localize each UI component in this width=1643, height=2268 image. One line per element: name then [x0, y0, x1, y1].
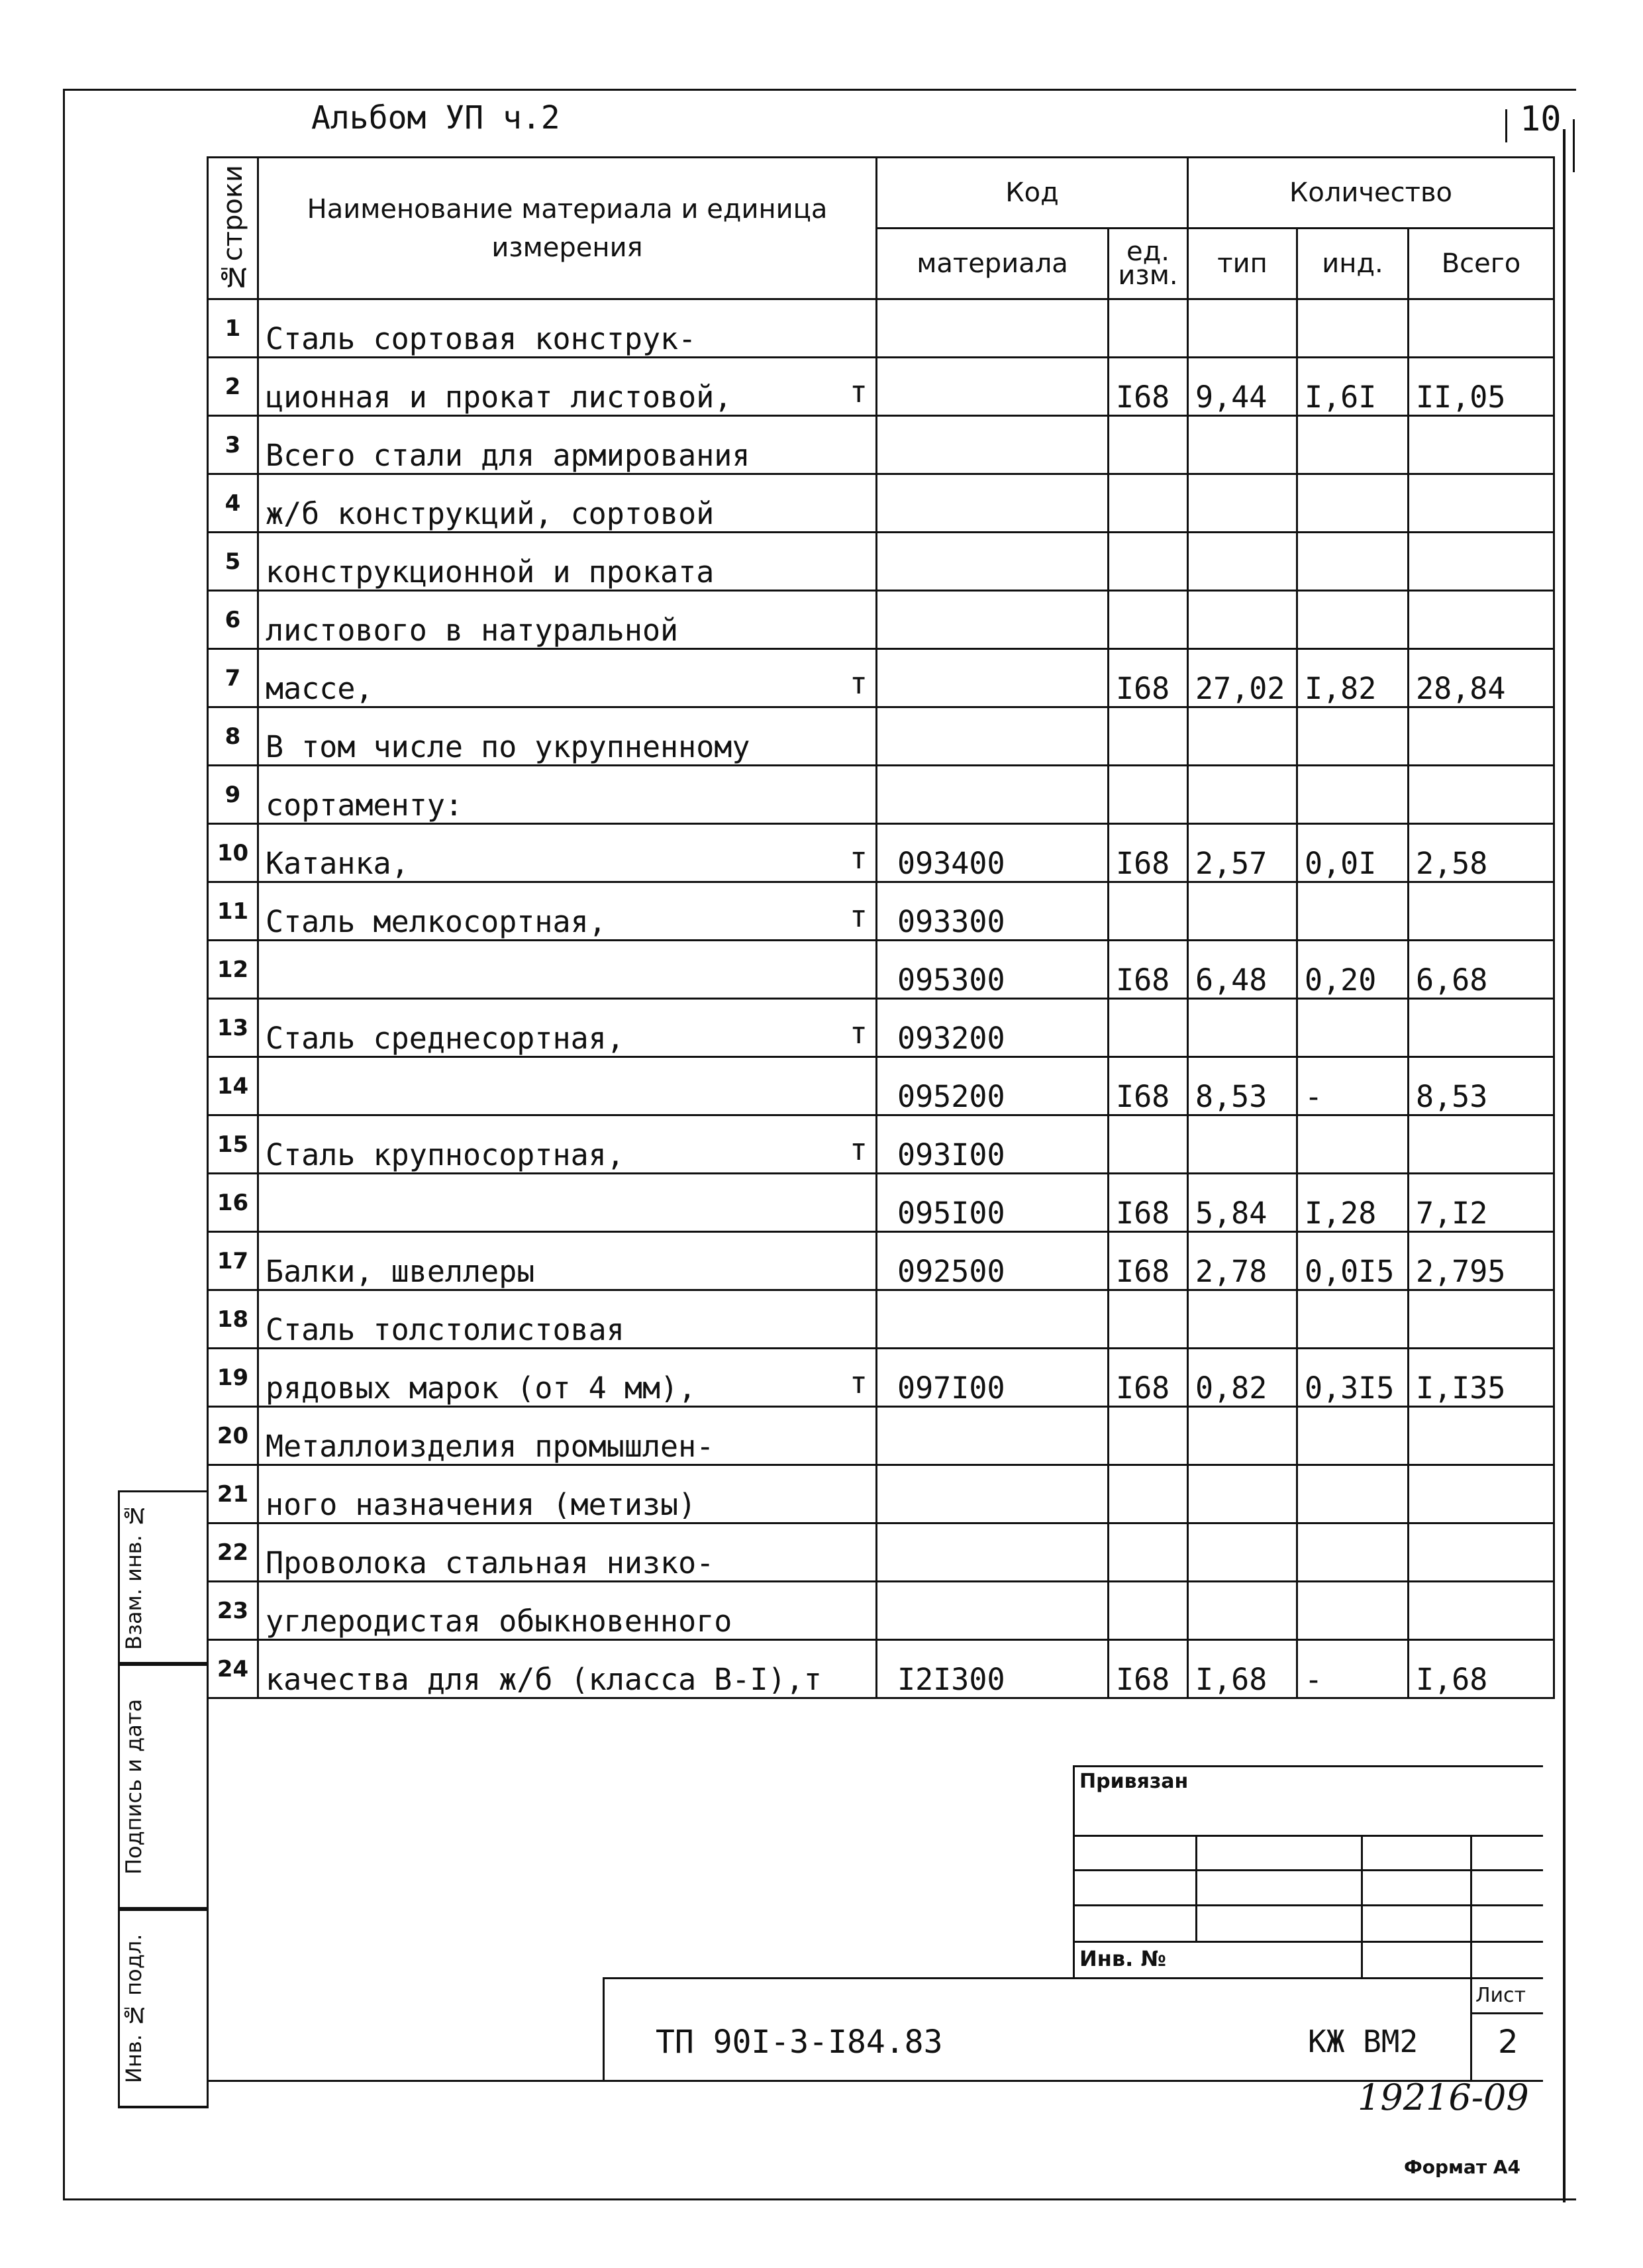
row-name [258, 824, 877, 882]
frame-right-edge [1563, 129, 1566, 2202]
row-material-code [877, 533, 1109, 591]
row-unit-code: I68 [1109, 824, 1188, 882]
row-qty-ind: 0,0I [1297, 824, 1409, 882]
row-material-code [877, 649, 1109, 707]
page-number-divider [1505, 109, 1507, 142]
stamp-privyazan: Привязан [1079, 1770, 1189, 1793]
header-code: Код [877, 158, 1188, 229]
header-code-material: материала [877, 229, 1109, 299]
row-name-text: Сталь среднесортная, [266, 1021, 624, 1056]
row-qty-ind: 0,0I5 [1297, 1232, 1409, 1290]
row-unit-code [1109, 882, 1188, 941]
table-row [208, 1582, 1554, 1640]
row-qty-type: 0,82 [1188, 1349, 1297, 1407]
row-material-code: 093400 [877, 824, 1109, 882]
row-unit-code [1109, 533, 1188, 591]
row-unit: т [849, 374, 868, 409]
row-qty-type [1188, 882, 1297, 941]
row-name [258, 766, 877, 824]
table-row [208, 1115, 1554, 1174]
row-unit-code [1109, 1407, 1188, 1465]
row-number: 4 [208, 474, 258, 533]
row-unit-code [1109, 591, 1188, 649]
row-qty-type [1188, 766, 1297, 824]
row-name-text: Металлоизделия промышлен- [266, 1429, 715, 1464]
row-unit-code [1109, 999, 1188, 1057]
row-number: 11 [208, 882, 258, 941]
row-qty-type [1188, 1523, 1297, 1582]
table-row [208, 474, 1554, 533]
row-name [258, 1523, 877, 1582]
stamp-left-line [1073, 1765, 1075, 1979]
row-qty-total: 7,I2 [1409, 1174, 1554, 1232]
row-qty-type [1188, 707, 1297, 766]
row-number: 12 [208, 941, 258, 999]
material-table [207, 156, 1555, 1699]
row-number: 2 [208, 358, 258, 416]
header-name: Наименование материала и единица измерения [258, 158, 877, 299]
stamp-inv-no: Инв. № [1079, 1946, 1166, 1971]
row-qty-type: 2,78 [1188, 1232, 1297, 1290]
row-name [258, 1174, 877, 1232]
row-material-code [877, 1290, 1109, 1349]
row-number: 1 [208, 299, 258, 358]
table-row [208, 1290, 1554, 1349]
row-qty-type [1188, 1582, 1297, 1640]
row-name-text: Сталь крупносортная, [266, 1137, 624, 1172]
row-name-text: массе, [266, 671, 373, 706]
row-qty-total [1409, 707, 1554, 766]
table-row [208, 1407, 1554, 1465]
row-material-code: 093200 [877, 999, 1109, 1057]
row-qty-type [1188, 999, 1297, 1057]
table-row [208, 1523, 1554, 1582]
row-name-text: ного назначения (метизы) [266, 1487, 697, 1522]
row-unit-code: I68 [1109, 1057, 1188, 1115]
row-qty-total [1409, 299, 1554, 358]
row-name [258, 1465, 877, 1523]
stamp-vline-1 [1195, 1835, 1197, 1942]
row-number: 7 [208, 649, 258, 707]
row-name [258, 707, 877, 766]
stamp-bottom-line [207, 2080, 1543, 2082]
row-unit-code: I68 [1109, 358, 1188, 416]
row-material-code: 093300 [877, 882, 1109, 941]
row-qty-type [1188, 416, 1297, 474]
row-material-code: I2I300 [877, 1640, 1109, 1698]
row-name-text: Проволока стальная низко- [266, 1545, 715, 1580]
row-qty-total [1409, 591, 1554, 649]
row-unit-code [1109, 1115, 1188, 1174]
row-qty-ind [1297, 707, 1409, 766]
row-qty-type [1188, 1290, 1297, 1349]
row-name-text: углеродистая обыкновенного [266, 1604, 732, 1639]
row-unit-code [1109, 1523, 1188, 1582]
row-name [258, 1582, 877, 1640]
row-unit-code: I68 [1109, 1349, 1188, 1407]
row-name [258, 358, 877, 416]
table-row [208, 766, 1554, 824]
row-name-text: конструкционной и проката [266, 554, 715, 590]
header-quantity: Количество [1188, 158, 1554, 229]
row-qty-ind [1297, 533, 1409, 591]
table-row [208, 882, 1554, 941]
row-unit: т [849, 1365, 868, 1400]
row-qty-ind: I,28 [1297, 1174, 1409, 1232]
row-qty-ind: I,6I [1297, 358, 1409, 416]
row-name [258, 533, 877, 591]
row-number: 18 [208, 1290, 258, 1349]
row-material-code: 092500 [877, 1232, 1109, 1290]
stamp-line-1 [1073, 1835, 1543, 1837]
row-material-code: 093I00 [877, 1115, 1109, 1174]
row-qty-type: 9,44 [1188, 358, 1297, 416]
row-number: 22 [208, 1523, 258, 1582]
row-qty-ind [1297, 766, 1409, 824]
stamp-top-line [1073, 1765, 1543, 1767]
row-unit: т [849, 1132, 868, 1167]
row-qty-type [1188, 1465, 1297, 1523]
row-qty-type: 2,57 [1188, 824, 1297, 882]
stamp-sheet-line [1470, 2012, 1543, 2014]
row-unit-code: I68 [1109, 649, 1188, 707]
row-number: 21 [208, 1465, 258, 1523]
row-name [258, 1290, 877, 1349]
row-qty-ind [1297, 1407, 1409, 1465]
row-material-code [877, 299, 1109, 358]
row-unit-code [1109, 299, 1188, 358]
row-name-text: ж/б конструкций, сортовой [266, 496, 715, 531]
side-label-inv-podl: Инв. № подл. [121, 1933, 146, 2084]
side-label-vzam: Взам. инв. № [121, 1503, 146, 1650]
row-material-code: 095200 [877, 1057, 1109, 1115]
row-qty-total [1409, 1523, 1554, 1582]
row-name [258, 1640, 877, 1698]
row-material-code [877, 1582, 1109, 1640]
table-row [208, 358, 1554, 416]
header-qty-total: Всего [1409, 229, 1554, 299]
table-row [208, 1640, 1554, 1698]
row-name [258, 941, 877, 999]
table-row [208, 416, 1554, 474]
table-row [208, 1465, 1554, 1523]
row-name [258, 416, 877, 474]
row-name-text: В том числе по укрупненному [266, 729, 750, 764]
row-number: 24 [208, 1640, 258, 1698]
row-unit: т [849, 899, 868, 934]
row-number: 10 [208, 824, 258, 882]
table-row [208, 1349, 1554, 1407]
row-qty-total: 28,84 [1409, 649, 1554, 707]
row-qty-total: II,05 [1409, 358, 1554, 416]
row-number: 16 [208, 1174, 258, 1232]
row-qty-type: 27,02 [1188, 649, 1297, 707]
row-qty-ind [1297, 999, 1409, 1057]
row-unit-code [1109, 1465, 1188, 1523]
row-qty-total [1409, 1407, 1554, 1465]
row-qty-ind [1297, 1115, 1409, 1174]
row-name [258, 1115, 877, 1174]
row-qty-ind [1297, 1523, 1409, 1582]
row-qty-ind: - [1297, 1640, 1409, 1698]
row-material-code [877, 416, 1109, 474]
table-row [208, 591, 1554, 649]
header-qty-ind: инд. [1297, 229, 1409, 299]
row-unit-code: I68 [1109, 941, 1188, 999]
row-qty-total [1409, 1115, 1554, 1174]
row-material-code [877, 766, 1109, 824]
row-unit-code [1109, 1582, 1188, 1640]
row-unit-code [1109, 766, 1188, 824]
row-qty-type [1188, 591, 1297, 649]
row-qty-total: I,68 [1409, 1640, 1554, 1698]
row-qty-ind [1297, 299, 1409, 358]
row-number: 13 [208, 999, 258, 1057]
row-name-text: ционная и прокат листовой, [266, 380, 732, 415]
row-qty-total: I,I35 [1409, 1349, 1554, 1407]
row-name [258, 999, 877, 1057]
row-number: 23 [208, 1582, 258, 1640]
row-number: 5 [208, 533, 258, 591]
row-name [258, 649, 877, 707]
side-inner-line [207, 1664, 209, 2108]
row-material-code: 095300 [877, 941, 1109, 999]
table-row [208, 299, 1554, 358]
format-label: Формат А4 [1404, 2156, 1520, 2178]
row-qty-ind [1297, 474, 1409, 533]
side-bottom-line [118, 2106, 209, 2108]
stamp-main-top [603, 1977, 1543, 1979]
row-unit-code [1109, 1290, 1188, 1349]
row-name [258, 1349, 877, 1407]
stamp-mark: КЖ ВМ2 [1308, 2024, 1419, 2059]
row-qty-type [1188, 474, 1297, 533]
row-number: 3 [208, 416, 258, 474]
row-qty-total [1409, 1465, 1554, 1523]
row-number: 8 [208, 707, 258, 766]
row-qty-total: 2,795 [1409, 1232, 1554, 1290]
table-row [208, 1057, 1554, 1115]
row-unit: т [849, 841, 868, 876]
row-qty-ind: I,82 [1297, 649, 1409, 707]
table-row [208, 1174, 1554, 1232]
row-number: 19 [208, 1349, 258, 1407]
stamp-vline-3 [1470, 1835, 1472, 2080]
row-material-code [877, 1407, 1109, 1465]
row-qty-type [1188, 1115, 1297, 1174]
table-row [208, 999, 1554, 1057]
row-qty-ind [1297, 416, 1409, 474]
row-number: 15 [208, 1115, 258, 1174]
row-unit-code: I68 [1109, 1174, 1188, 1232]
row-number: 6 [208, 591, 258, 649]
row-qty-type: I,68 [1188, 1640, 1297, 1698]
table-row [208, 1232, 1554, 1290]
header-qty-type: тип [1188, 229, 1297, 299]
row-name-text: Всего стали для армирования [266, 438, 750, 473]
row-qty-type: 8,53 [1188, 1057, 1297, 1115]
row-qty-total: 8,53 [1409, 1057, 1554, 1115]
row-qty-total: 6,68 [1409, 941, 1554, 999]
stamp-line-2 [1073, 1869, 1543, 1871]
row-material-code [877, 1523, 1109, 1582]
table-row [208, 533, 1554, 591]
row-material-code [877, 358, 1109, 416]
frame-corner-mark [1573, 119, 1575, 172]
stamp-line-3 [1073, 1904, 1543, 1906]
side-label-podpis: Подпись и дата [121, 1698, 146, 1875]
stamp-sheet-label: Лист [1475, 1984, 1526, 2007]
row-qty-type [1188, 299, 1297, 358]
row-name-text: Сталь толстолистовая [266, 1312, 624, 1347]
row-name-text: рядовых марок (от 4 мм), [266, 1370, 697, 1406]
row-name [258, 882, 877, 941]
row-material-code [877, 474, 1109, 533]
row-qty-total [1409, 1290, 1554, 1349]
row-qty-ind: 0,20 [1297, 941, 1409, 999]
row-qty-ind [1297, 1582, 1409, 1640]
row-qty-ind [1297, 1465, 1409, 1523]
row-material-code: 095I00 [877, 1174, 1109, 1232]
row-qty-total [1409, 533, 1554, 591]
row-qty-ind [1297, 882, 1409, 941]
stamp-vline-2 [1361, 1835, 1363, 1977]
row-name-text: сортаменту: [266, 788, 464, 823]
handwritten-number: 19216-09 [1358, 2077, 1529, 2118]
row-unit-code: I68 [1109, 1640, 1188, 1698]
album-title: Альбом УП ч.2 [311, 99, 560, 136]
row-name-text: качества для ж/б (класса В-I),т [266, 1662, 822, 1697]
row-material-code: 097I00 [877, 1349, 1109, 1407]
row-qty-total [1409, 999, 1554, 1057]
row-name-text: Катанка, [266, 846, 409, 881]
stamp-sheet-number: 2 [1498, 2024, 1519, 2061]
row-number: 17 [208, 1232, 258, 1290]
row-unit: т [849, 1015, 868, 1051]
row-number: 14 [208, 1057, 258, 1115]
row-name [258, 1232, 877, 1290]
row-qty-ind [1297, 1290, 1409, 1349]
table-row [208, 649, 1554, 707]
row-unit-code: I68 [1109, 1232, 1188, 1290]
row-number: 20 [208, 1407, 258, 1465]
row-qty-total [1409, 1582, 1554, 1640]
row-name-text: листового в натуральной [266, 613, 679, 648]
row-name-text: Сталь мелкосортная, [266, 904, 607, 939]
row-name-text: Сталь сортовая конструк- [266, 321, 697, 356]
row-qty-ind [1297, 591, 1409, 649]
stamp-doc-code: ТП 90I-3-I84.83 [656, 2024, 943, 2061]
row-qty-total [1409, 882, 1554, 941]
row-unit-code [1109, 707, 1188, 766]
row-name [258, 591, 877, 649]
row-number: 9 [208, 766, 258, 824]
row-qty-type [1188, 1407, 1297, 1465]
row-unit-code [1109, 416, 1188, 474]
row-qty-total [1409, 474, 1554, 533]
page-number: 10 [1520, 99, 1562, 139]
row-material-code [877, 591, 1109, 649]
table-row [208, 707, 1554, 766]
stamp-main-left [603, 1977, 605, 2081]
row-name-text: Балки, швеллеры [266, 1254, 535, 1289]
table-row [208, 824, 1554, 882]
row-name [258, 474, 877, 533]
row-name [258, 1407, 877, 1465]
row-qty-total [1409, 766, 1554, 824]
header-unit: ед. изм. [1109, 229, 1188, 299]
row-qty-type: 5,84 [1188, 1174, 1297, 1232]
row-qty-ind: 0,3I5 [1297, 1349, 1409, 1407]
row-qty-total [1409, 416, 1554, 474]
row-name [258, 1057, 877, 1115]
stamp-line-4 [1073, 1941, 1543, 1943]
row-name [258, 299, 877, 358]
row-qty-type: 6,48 [1188, 941, 1297, 999]
row-unit: т [849, 666, 868, 701]
row-material-code [877, 1465, 1109, 1523]
row-qty-ind: - [1297, 1057, 1409, 1115]
table-row [208, 941, 1554, 999]
header-row-number: №строки [208, 158, 258, 299]
row-material-code [877, 707, 1109, 766]
row-qty-type [1188, 533, 1297, 591]
row-qty-total: 2,58 [1409, 824, 1554, 882]
row-unit-code [1109, 474, 1188, 533]
